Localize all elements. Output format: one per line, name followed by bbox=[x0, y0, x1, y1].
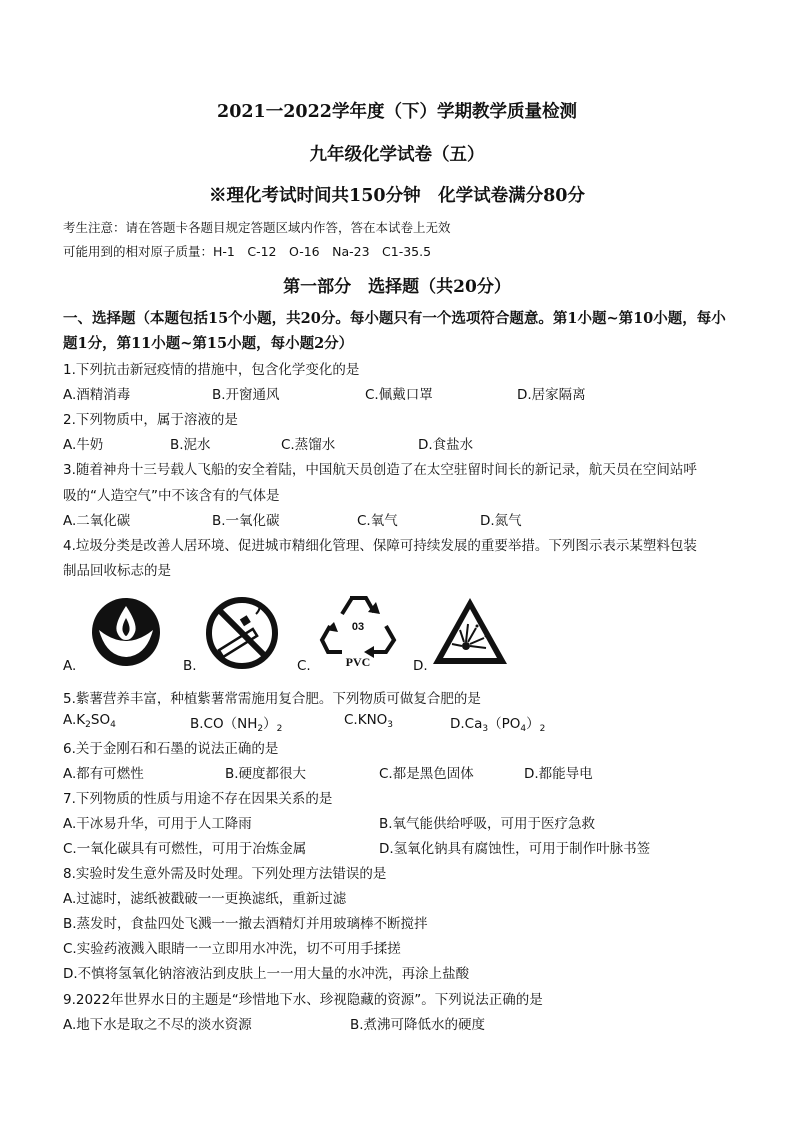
option-b: B.蒸发时，食盐四处飞溅一一撤去酒精灯并用玻璃棒不断搅拌 bbox=[63, 916, 428, 932]
recycle-pvc-icon bbox=[316, 588, 400, 672]
question-stem: 8.实验时发生意外需及时处理。下列处理方法错误的是 bbox=[63, 866, 387, 882]
question-stem: 4.垃圾分类是改善人居环境、促进城市精细化管理、保障可持续发展的重要举措。下列图示表示某塑料包装 bbox=[63, 538, 697, 554]
option-b: B.氧气能供给呼吸，可用于医疗急救 bbox=[379, 816, 596, 832]
option-c: $C.KNO_3$ bbox=[344, 712, 394, 730]
option-a: A.都有可燃性 bbox=[63, 766, 144, 782]
question-stem: 6.关于金刚石和石墨的说法正确的是 bbox=[63, 741, 279, 757]
option-b: B.一氧化碳 bbox=[212, 513, 280, 529]
option-d: D.食盐水 bbox=[418, 437, 474, 453]
water-saving-icon bbox=[84, 594, 168, 672]
option-c: C.佩戴口罩 bbox=[365, 387, 433, 403]
option-a: A.过滤时，滤纸被戳破一一更换滤纸，重新过滤 bbox=[63, 891, 347, 907]
explosive-warning-icon bbox=[430, 594, 510, 670]
candidate-notice: 考生注意：请在答题卡各题目规定答题区域内作答，答在本试卷上无效 bbox=[63, 220, 451, 235]
option-d: D.氮气 bbox=[480, 513, 522, 529]
question-stem: 2.下列物质中，属于溶液的是 bbox=[63, 412, 238, 428]
option-a: A.二氧化碳 bbox=[63, 513, 131, 529]
question-stem: 1.下列抗击新冠疫情的措施中，包含化学变化的是 bbox=[63, 362, 360, 378]
option-a: $A.K_2SO_4$ bbox=[63, 712, 116, 730]
option-d: D. bbox=[413, 658, 428, 674]
option-d: D.居家隔离 bbox=[517, 387, 586, 403]
exam-time-score: ※理化考试时间共150分钟 化学试卷满分80分 bbox=[209, 186, 585, 206]
question-stem: 7.下列物质的性质与用途不存在因果关系的是 bbox=[63, 791, 333, 807]
option-b: B.煮沸可降低水的硬度 bbox=[350, 1017, 486, 1033]
option-b: B.开窗通风 bbox=[212, 387, 280, 403]
option-d: $D.Ca_3(PO_4)_2$ bbox=[450, 716, 546, 734]
option-b: $B.CO(NH_2)_2$ bbox=[190, 716, 283, 734]
option-a: A.酒精消毒 bbox=[63, 387, 131, 403]
option-c: C.实验药液溅入眼睛一一立即用水冲洗，切不可用手揉搓 bbox=[63, 941, 401, 957]
option-a: A.牛奶 bbox=[63, 437, 104, 453]
question-stem: 9.2022年世界水日的主题是“珍惜地下水、珍视隐藏的资源”。下列说法正确的是 bbox=[63, 992, 543, 1008]
recycle-material-text: PVC bbox=[345, 655, 371, 669]
section-instruction: 一、选择题（本题包括15个小题，共20分。每小题只有一个选项符合题意。第1小题~第10小题，每小题1分，第11小题~第15小题，每小题2分） bbox=[63, 310, 726, 352]
option-b: B. bbox=[183, 658, 197, 674]
option-d: D.不慎将氢氧化钠溶液沾到皮肤上一一用大量的水冲洗，再涂上盐酸 bbox=[63, 966, 470, 982]
question-stem: 3.随着神舟十三号载人飞船的安全着陆，中国航天员创造了在太空驻留时间长的新记录，航天员在空间站呼 bbox=[63, 462, 697, 478]
option-c: C.都是黑色固体 bbox=[379, 766, 474, 782]
recycle-code-text: 03 bbox=[351, 621, 365, 633]
section-title: 第一部分 选择题（共20分） bbox=[283, 277, 511, 297]
option-d: D.都能导电 bbox=[524, 766, 593, 782]
option-c: C.一氧化碳具有可燃性，可用于冶炼金属 bbox=[63, 841, 307, 857]
question-stem-cont: 制品回收标志的是 bbox=[63, 563, 171, 579]
question-stem: 5.紫薯营养丰富，种植紫薯常需施用复合肥。下列物质可做复合肥的是 bbox=[63, 691, 481, 707]
option-b: B.泥水 bbox=[170, 437, 211, 453]
option-b: B.硬度都很大 bbox=[225, 766, 307, 782]
atomic-mass-note: 可能用到的相对原子质量：H-1 C-12 O-16 Na-23 C1-35.5 bbox=[63, 244, 432, 259]
option-d: D.氢氧化钠具有腐蚀性，可用于制作叶脉书签 bbox=[379, 841, 651, 857]
option-c: C. bbox=[297, 658, 311, 674]
option-a: A.地下水是取之不尽的淡水资源 bbox=[63, 1017, 252, 1033]
option-a: A.干冰易升华，可用于人工降雨 bbox=[63, 816, 252, 832]
option-a: A. bbox=[63, 658, 77, 674]
option-c: C.蒸馏水 bbox=[281, 437, 336, 453]
option-c: C.氧气 bbox=[357, 513, 398, 529]
exam-title: 2021一2022学年度（下）学期教学质量检测 bbox=[217, 102, 577, 122]
no-smoking-icon bbox=[202, 594, 282, 672]
exam-subtitle: 九年级化学试卷（五） bbox=[309, 145, 485, 165]
question-stem-cont: 吸的“人造空气”中不该含有的气体是 bbox=[63, 488, 280, 504]
